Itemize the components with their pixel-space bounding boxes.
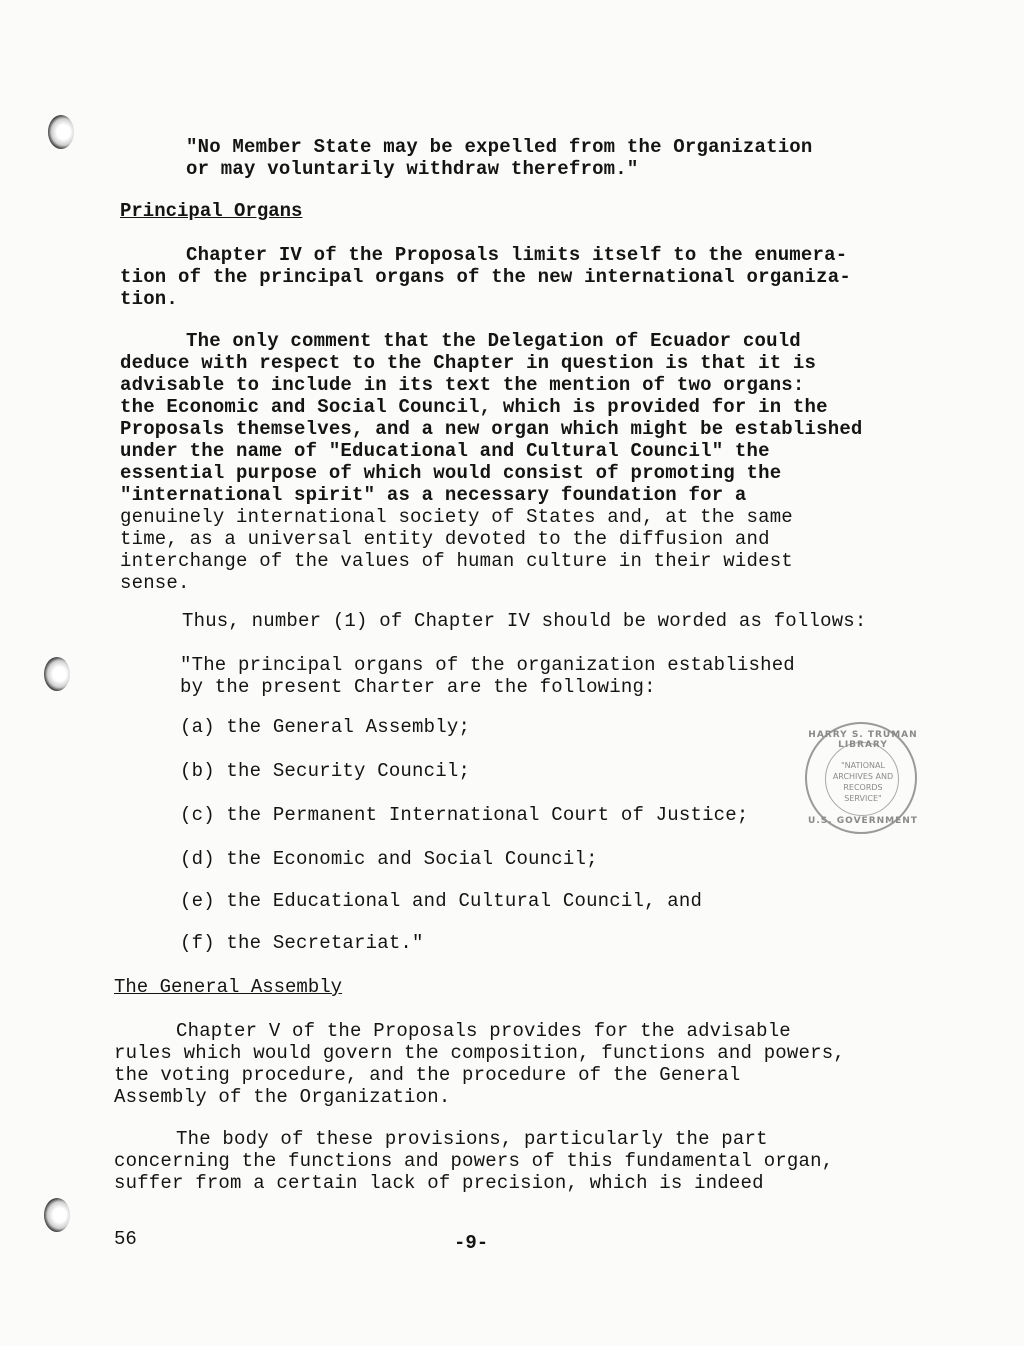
list-item-organ: (f) the Secretariat."	[180, 932, 424, 954]
paragraph-line: The only comment that the Delegation of Ecuador could	[186, 330, 801, 352]
paragraph-line: genuinely international society of States and, at the same	[120, 506, 793, 528]
paragraph-line: "international spirit" as a necessary foundation for a	[120, 484, 747, 506]
paragraph-line: Assembly of the Organization.	[114, 1086, 451, 1108]
list-item-organ: (c) the Permanent International Court of Justice;	[180, 804, 749, 826]
section-heading-principal-organs: Principal Organs	[120, 200, 303, 222]
paragraph-line: Thus, number (1) of Chapter IV should be worded as follows:	[182, 610, 867, 632]
paragraph-line: suffer from a certain lack of precision, which is indeed	[114, 1172, 764, 1194]
paragraph-line: advisable to include in its text the mention of two organs:	[120, 374, 805, 396]
paragraph-line: sense.	[120, 572, 190, 594]
punch-hole-bottom	[44, 1198, 70, 1232]
section-heading-general-assembly: The General Assembly	[114, 976, 343, 998]
stamp-bottom-text: U.S. GOVERNMENT	[808, 816, 918, 826]
document-number: 56	[114, 1228, 137, 1250]
paragraph-line: Proposals themselves, and a new organ which might be established	[120, 418, 863, 440]
archives-stamp	[805, 722, 917, 834]
paragraph-line: The body of these provisions, particularly the part	[176, 1128, 768, 1150]
paragraph-line: concerning the functions and powers of this fundamental organ,	[114, 1150, 834, 1172]
punch-hole-top	[48, 115, 74, 149]
quote-line: by the present Charter are the following:	[180, 676, 656, 698]
quote-line: "No Member State may be expelled from the Organization	[186, 136, 813, 158]
paragraph-line: the Economic and Social Council, which is provided for in the	[120, 396, 828, 418]
paragraph-line: tion of the principal organs of the new international organiza-	[120, 266, 851, 288]
paragraph-line: interchange of the values of human culture in their widest	[120, 550, 793, 572]
paragraph-line: time, as a universal entity devoted to the diffusion and	[120, 528, 770, 550]
paragraph-line: Chapter V of the Proposals provides for the advisable	[176, 1020, 791, 1042]
list-item-organ: (d) the Economic and Social Council;	[180, 848, 598, 870]
list-item-organ: (b) the Security Council;	[180, 760, 471, 782]
paragraph-line: under the name of "Educational and Cultural Council" the	[120, 440, 770, 462]
stamp-middle-text: "NATIONAL ARCHIVES AND RECORDS SERVICE"	[832, 761, 894, 803]
paragraph-line: deduce with respect to the Chapter in question is that it is	[120, 352, 817, 374]
paragraph-line: Chapter IV of the Proposals limits itself to the enumera-	[186, 244, 848, 266]
quote-line: or may voluntarily withdraw therefrom."	[186, 158, 639, 180]
paragraph-line: rules which would govern the composition, functions and powers,	[114, 1042, 845, 1064]
quote-line: "The principal organs of the organization established	[180, 654, 795, 676]
list-item-organ: (a) the General Assembly;	[180, 716, 471, 738]
paragraph-line: tion.	[120, 288, 179, 310]
list-item-organ: (e) the Educational and Cultural Council, and	[180, 890, 703, 912]
stamp-top-text: HARRY S. TRUMAN LIBRARY	[808, 730, 918, 750]
paragraph-line: the voting procedure, and the procedure of the General	[114, 1064, 741, 1086]
page-number: -9-	[454, 1232, 489, 1254]
punch-hole-middle	[44, 657, 70, 691]
paragraph-line: essential purpose of which would consist of promoting the	[120, 462, 782, 484]
